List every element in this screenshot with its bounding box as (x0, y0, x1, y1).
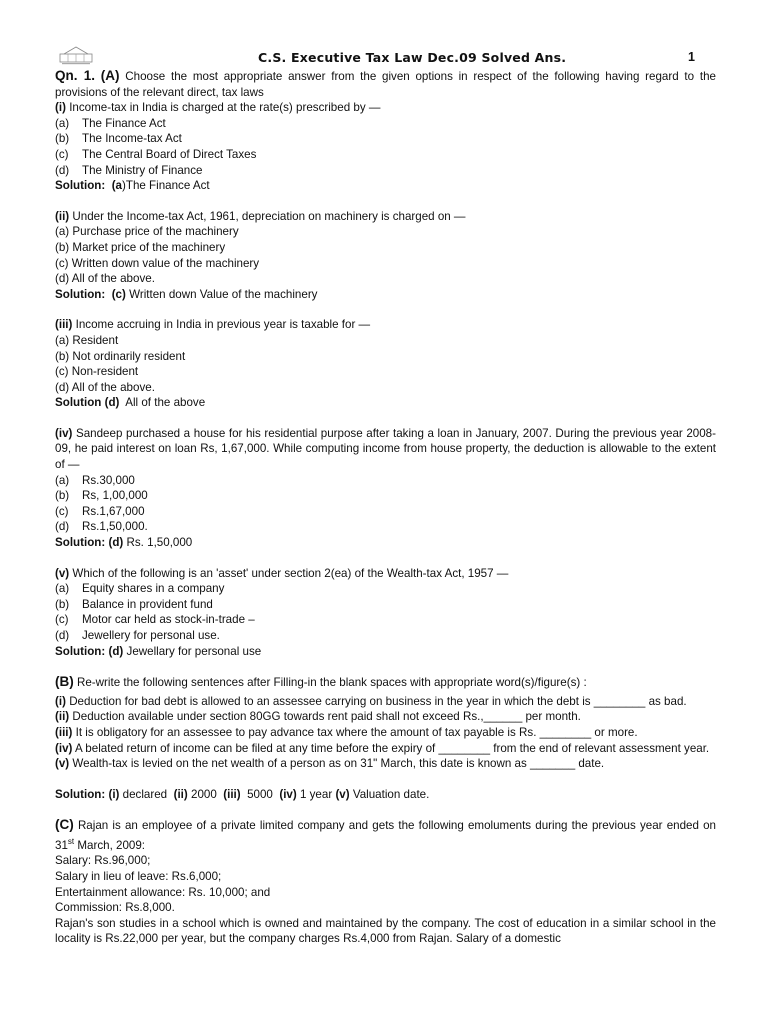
part-c-label: (C) (55, 817, 74, 833)
question-text: (iii) Income accruing in India in previous year is taxable for — (55, 318, 371, 332)
document-title: C.S. Executive Tax Law Dec.09 Solved Ans. (258, 50, 567, 65)
fill-blank-item: (ii) Deduction available under section 80GG towards rent paid shall not exceed Rs.,______ per month. (55, 710, 581, 724)
option-item: (b) Balance in provident fund (55, 597, 213, 611)
fill-blank-item: (v) Wealth-tax is levied on the net wealth of a person as on 31" March, this date is known as _______ date. (55, 757, 605, 771)
option-item: (d) The Ministry of Finance (55, 163, 203, 177)
emolument-line: Commission: Rs.8,000. (55, 901, 175, 915)
option-item: (c) Non-resident (55, 365, 139, 379)
option-item: (a) Resident (55, 333, 119, 347)
option-item: (d) Rs.1,50,000. (55, 520, 148, 534)
emolument-line: Salary: Rs.96,000; (55, 854, 151, 868)
option-item: (c) Rs.1,67,000 (55, 504, 145, 518)
document-body (55, 68, 716, 947)
option-item: (d) All of the above. (55, 380, 155, 394)
option-item: (b) Not ordinarily resident (55, 349, 186, 363)
option-item: (c) Motor car held as stock-in-trade – (55, 613, 255, 627)
part-c-section (55, 817, 716, 947)
option-item: (a) The Finance Act (55, 116, 166, 130)
option-item: (d) Jewellery for personal use. (55, 629, 220, 642)
part-b-solution: Solution: (i) declared (ii) 2000 (iii) 5000 (iv) 1 year (v) Valuation date. (55, 787, 430, 801)
fill-blank-item: (i) Deduction for bad debt is allowed to an assessee carrying on business in the year in which the debt is ________ as bad. (55, 694, 687, 708)
option-item: (b) Market price of the machinery (55, 240, 226, 254)
option-item: (b) The Income-tax Act (55, 132, 182, 146)
solution-line: Solution: (c) Written down Value of the machinery (55, 287, 318, 301)
part-c-paragraph: Rajan's son studies in a school which is owned and maintained by the company. The cost of education in a similar school in the locality is Rs.22,000 per year, but the company charges Rs.4,000 from Rajan. Salary of a domestic (55, 916, 716, 946)
option-item: (b) Rs, 1,00,000 (55, 489, 148, 503)
question-block (55, 566, 716, 660)
question-text: (ii) Under the Income-tax Act, 1961, depreciation on machinery is charged on — (55, 209, 466, 223)
solution-line: Solution: (d) Jewellary for personal use (55, 644, 262, 658)
fill-blank-item: (iii) It is obligatory for an assessee to pay advance tax where the amount of tax payable is Rs. ________ or more. (55, 725, 638, 739)
option-item: (c) The Central Board of Direct Taxes (55, 147, 257, 161)
option-item: (a) Equity shares in a company (55, 582, 225, 596)
part-c-intro: (C) Rajan is an employee of a private limited company and gets the following emoluments during the previous year ended on 31st March, 2009: (55, 817, 716, 852)
part-b-section (55, 674, 716, 772)
emolument-line: Entertainment allowance: Rs. 10,000; and (55, 885, 271, 899)
solution-line: Solution: (a)The Finance Act (55, 179, 210, 193)
emolument-line: Salary in lieu of leave: Rs.6,000; (55, 869, 222, 883)
solution-line: Solution (d) All of the above (55, 396, 206, 410)
question-block (55, 426, 716, 551)
page-number: 1 (688, 50, 695, 64)
question-block (55, 209, 716, 303)
question-text: (v) Which of the following is an 'asset' under section 2(ea) of the Wealth-tax Act, 1957 — (55, 566, 509, 580)
question-block (55, 317, 716, 411)
question-text: (i) Income-tax in India is charged at the rate(s) prescribed by — (55, 101, 381, 115)
question-text: (iv) Sandeep purchased a house for his residential purpose after taking a loan in January, 2007. During the previous year 2008-09, he paid interest on loan Rs, 1,67,000. While computing income from house property, the deduction is allowable to the extent of — (55, 426, 716, 472)
question-block (55, 100, 716, 194)
page-header (0, 50, 770, 68)
q1-label: Qn. 1. (55, 68, 96, 83)
q1-intro (55, 68, 716, 100)
q1-intro-text: Choose the most appropriate answer from the given options in respect of the following having regard to the provisions of the relevant direct, tax laws (55, 70, 716, 99)
part-a-label: (A) (100, 68, 120, 83)
solution-line: Solution: (d) Rs. 1,50,000 (55, 536, 193, 550)
fill-blank-item: (iv) A belated return of income can be filed at any time before the expiry of ________ from the end of relevant assessment year. (55, 741, 710, 755)
option-item: (a) Rs.30,000 (55, 473, 135, 487)
option-item: (a) Purchase price of the machinery (55, 225, 239, 239)
part-b-intro: (B) Re-write the following sentences after Filling-in the blank spaces with appropriate word(s)/figure(s) : (55, 674, 587, 690)
option-item: (d) All of the above. (55, 272, 155, 286)
option-item: (c) Written down value of the machinery (55, 256, 260, 270)
part-b-label: (B) (55, 674, 74, 690)
